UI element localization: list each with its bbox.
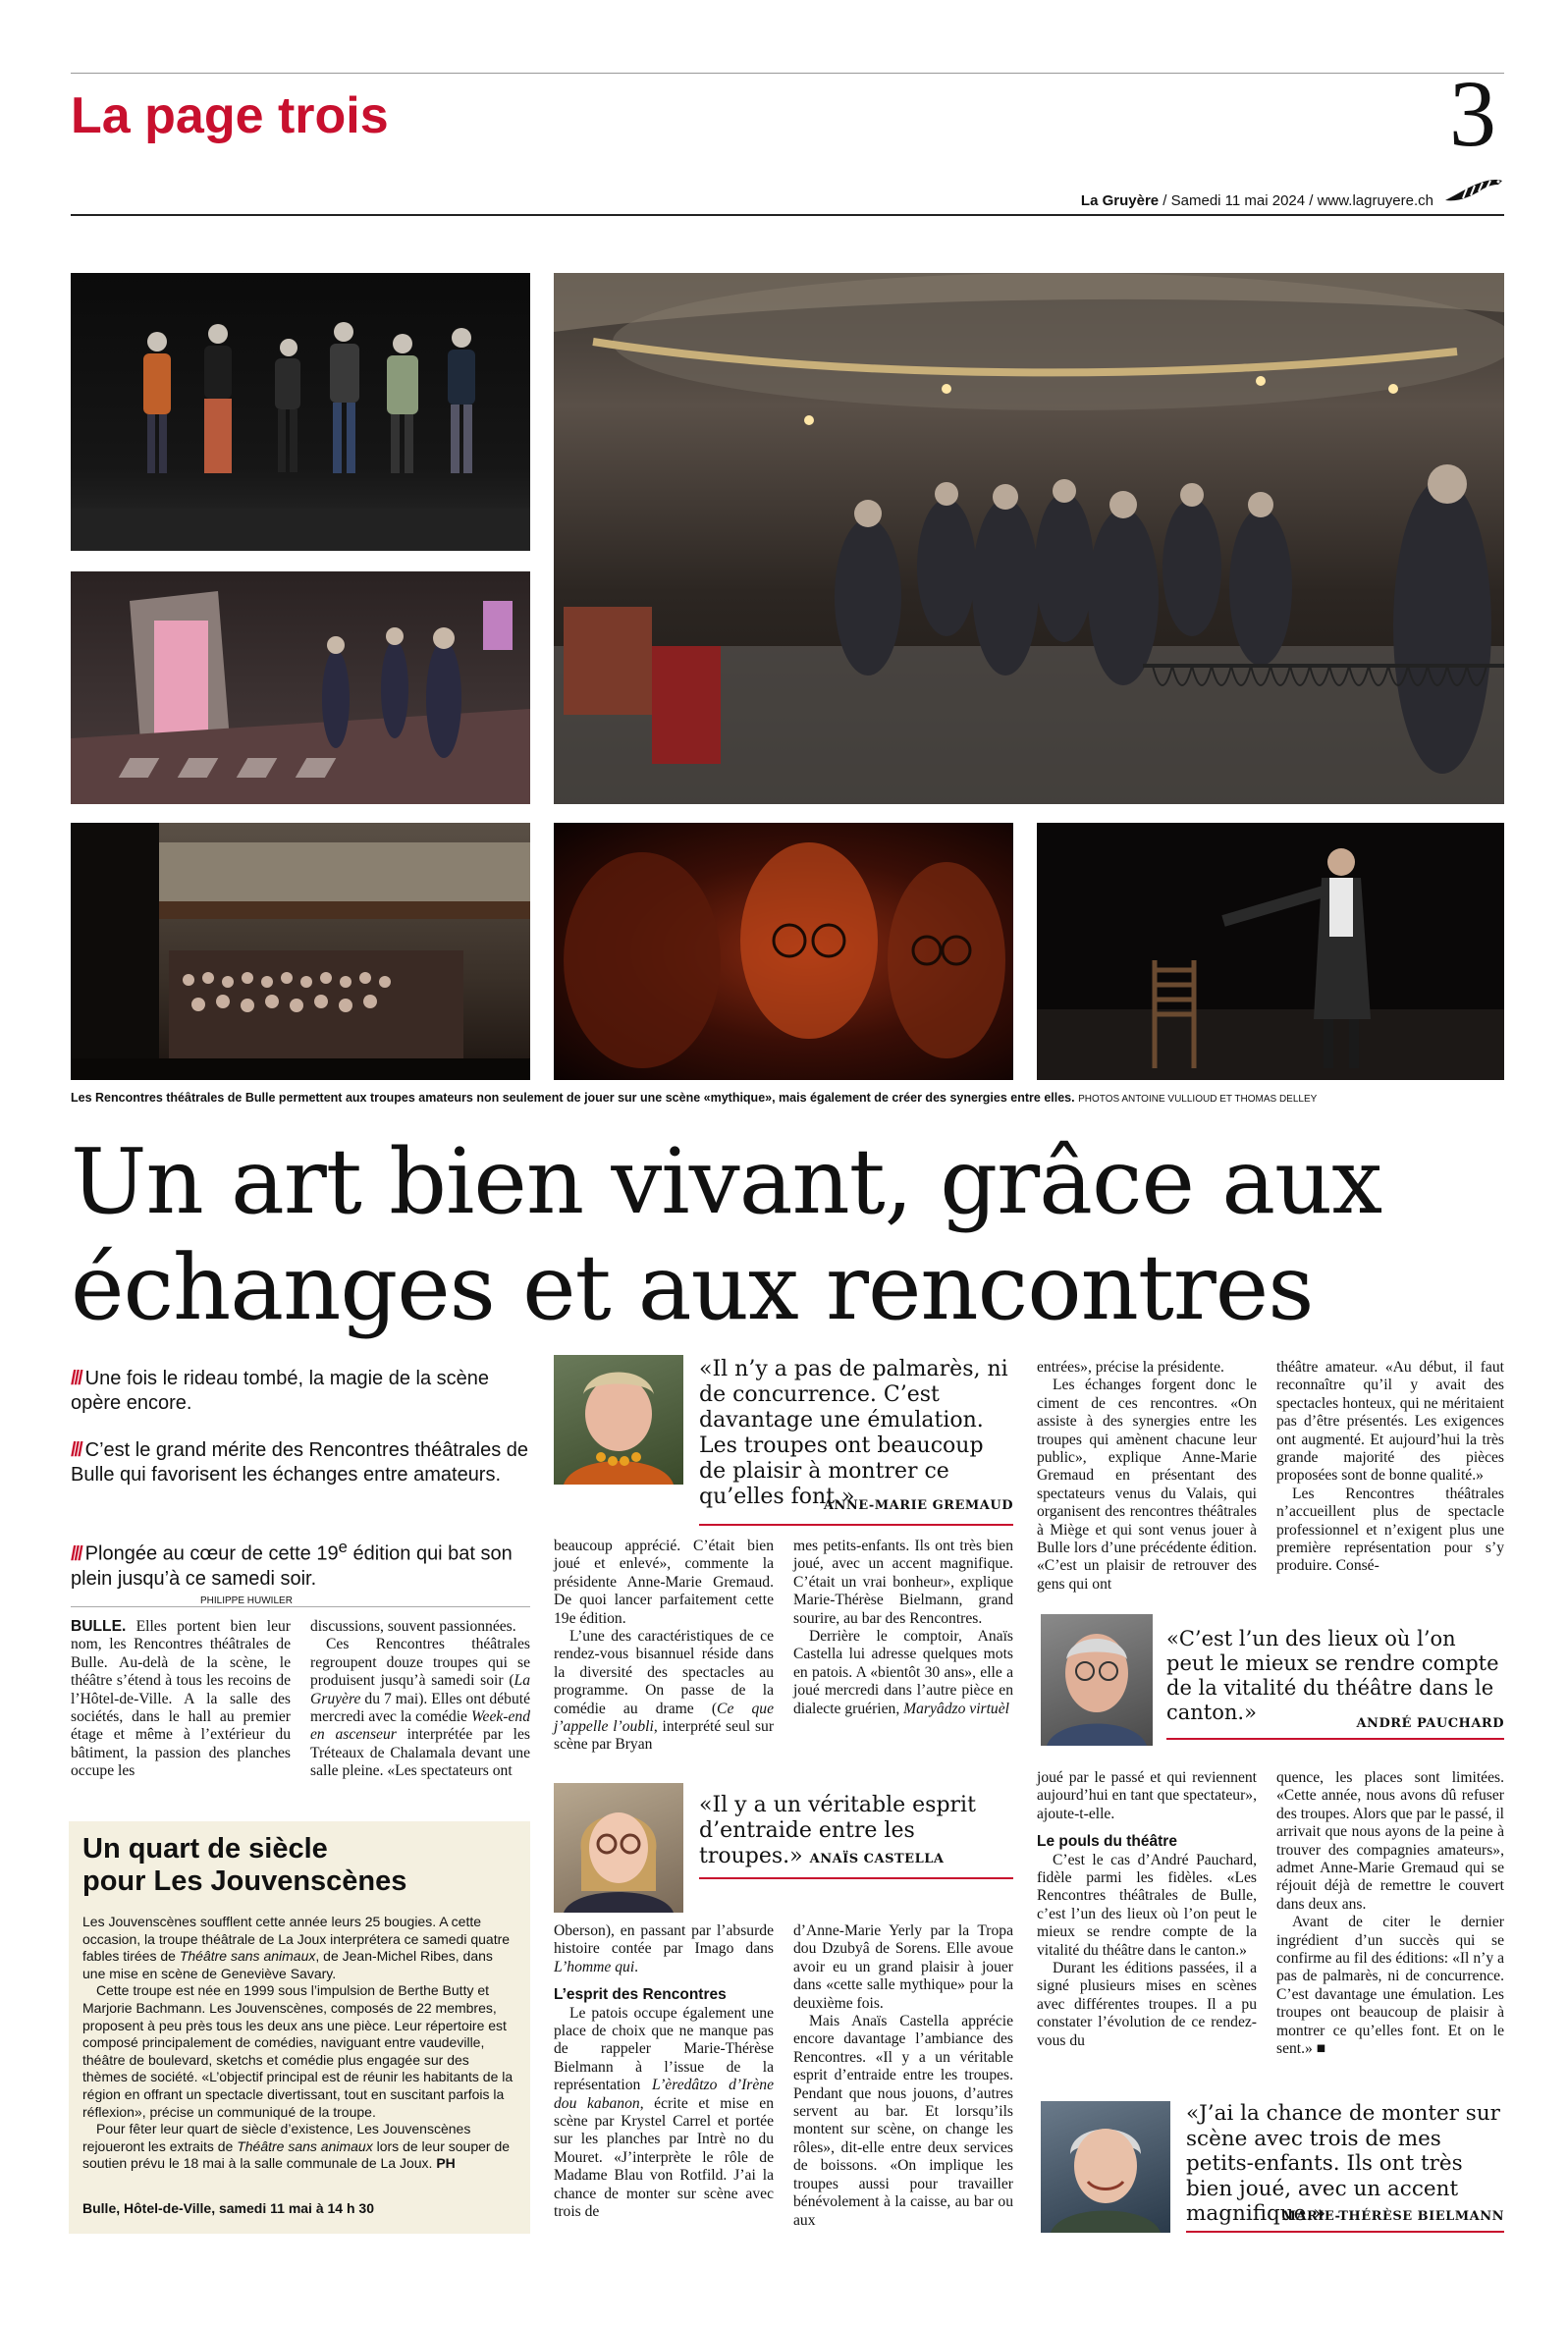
lead-text-end: édition qui bat son plein jusqu’à ce samedi soir. <box>71 1542 513 1590</box>
col-text: entrées», précise la présidente. <box>1037 1359 1224 1376</box>
article-col-6b <box>1276 1769 1504 2059</box>
col-em: Maryâdzo virtuèl <box>903 1700 1009 1717</box>
quote-1: «Il n’y a pas de palmarès, ni de concurrence. C’est davantage une émulation. Les troupes ont beaucoup de plaisir à montrer ce qu’elles font.» <box>699 1357 1008 1509</box>
box-text <box>82 1914 516 2173</box>
portrait-marie-therese-bielmann <box>1041 2101 1170 2233</box>
col-text: joué par le passé et qui reviennent aujourd’hui en tant que spectateur», ajoute-t-elle. <box>1037 1769 1257 1822</box>
byline-rule <box>71 1606 530 1607</box>
photo-audience-hall <box>71 823 530 1080</box>
col-em: L’homme qui <box>554 1958 635 1975</box>
photo-theatre-hall-crowd <box>554 273 1504 804</box>
box-text-part: lors de leur souper de soutien prévu le 18 mai à la salle communale de La Joux. <box>82 2137 511 2172</box>
article-col-3 <box>554 1538 774 1755</box>
box-signature: PH <box>436 2155 456 2172</box>
box-text-part: Cette troupe est née en 1999 sous l’impulsion de Berthe Butty et Marjorie Bachmann. Les Jouvenscènes, composés de 22 membres, proposent à peu près tous les deux ans une pièce. Leur répertoire est composé principalement de comédies, naviguant entre vaudeville, théâtre de boulevard, sketchs et comédie plus engagée sur des thèmes de société. «L’objectif principal est de réunir les habitants de la région en offrant un spectacle divertissant, tout en suscitant parfois la réflexion», précise un communiqué de la troupe. <box>82 1982 514 2120</box>
col-text: interprétée par les Tréteaux de Chalamala devant une salle pleine. «Les spectateurs ont <box>310 1726 531 1780</box>
subheading: L’esprit des Rencontres <box>554 1986 727 2004</box>
section-title: La page trois <box>71 87 389 144</box>
lead-3 <box>71 1535 530 1592</box>
box-title-line-2: pour Les Jouvenscènes <box>82 1865 407 1897</box>
sidebar-box-jouvenscenes <box>69 1821 530 2234</box>
lead-text: Plongée au cœur de cette 19 <box>84 1542 339 1565</box>
article-col-2 <box>310 1618 530 1781</box>
col-text: . <box>634 1958 639 1975</box>
photo-stage-actors <box>71 273 530 551</box>
quote-3-rule <box>1166 1738 1504 1740</box>
lead-marker: /// <box>71 1542 81 1565</box>
col-em: Week-end en ascenseur <box>310 1708 530 1744</box>
quote-4: «J’ai la chance de monter sur scène avec trois de mes petits-enfants. Ils ont très bien joué, avec un accent magnifique.» <box>1186 2101 1500 2226</box>
col-text: d’Anne-Marie Yerly par la Tropa dou Dzubyâ de Sorens. Elle avoue avoir eu un grand plaisir à jouer dans «cette salle mythique» pour la deuxième fois. <box>793 1922 1013 2012</box>
byline: PHILIPPE HUWILER <box>196 1595 297 1606</box>
photo-credit: PHOTOS ANTOINE VULLIOUD ET THOMAS DELLEY <box>1078 1094 1318 1105</box>
col-text: , interprété seul sur scène par Bryan <box>554 1718 775 1754</box>
lead-text: C’est le grand mérite des Rencontres théâtrales de Bulle qui favorisent les échanges entre amateurs. <box>71 1439 529 1486</box>
bird-logo-icon <box>1441 173 1506 208</box>
quote-2 <box>699 1793 1013 1872</box>
article-col-6 <box>1276 1359 1504 1576</box>
col-em: L’èredâtzo d’Irène dou kabanon <box>554 2077 774 2112</box>
quote-4-rule <box>1186 2231 1504 2233</box>
quote-2-author: ANAÏS CASTELLA <box>809 1852 945 1866</box>
col-text: Les Rencontres théâtrales n’accueillent plus de spectacle professionnel et n’exigent plus une première représentation pour s’y produire. Consé- <box>1276 1485 1504 1575</box>
portrait-andre-pauchard <box>1041 1614 1153 1746</box>
article-col-1 <box>71 1618 291 1781</box>
article-col-5 <box>1037 1359 1257 1594</box>
col-text: L’une des caractéristiques de ce rendez-vous bisannuel réside dans la diversité des spectacles au programme. On passe de la comédie au drame ( <box>554 1628 774 1717</box>
portrait-anne-marie-gremaud <box>554 1355 683 1485</box>
box-event-info: Bulle, Hôtel-de-Ville, samedi 11 mai à 14 h 30 <box>82 2200 374 2216</box>
lead-sup: e <box>338 1538 348 1556</box>
box-em: Théâtre sans animaux <box>179 1948 316 1965</box>
col-text: mes petits-enfants. Ils ont très bien joué, avec un accent magnifique. C’était un vrai bonheur», explique Marie-Thérèse Bielmann, grand sourire, au bar des Rencontres. <box>793 1538 1013 1627</box>
col-text: Ces Rencontres théâtrales regroupent douze troupes qui se produisent jusqu’à samedi soir ( <box>310 1636 530 1690</box>
caption-text: Les Rencontres théâtrales de Bulle permettent aux troupes amateurs non seulement de jouer sur une scène «mythique», mais également de créer des synergies entre elles. <box>71 1091 1075 1105</box>
lead-marker: /// <box>71 1368 81 1389</box>
headline-line-2: échanges et aux rencontres <box>71 1235 1314 1340</box>
subheading: Le pouls du théâtre <box>1037 1833 1177 1851</box>
photo-actor-on-stage <box>1037 823 1504 1080</box>
col-text: Le patois occupe également une place de choix que ne manque pas de rappeler Marie-Thérèse Bielmann à l’issue de la représentation <box>554 2004 774 2094</box>
masthead <box>0 192 1433 209</box>
col-text: C’est le cas d’André Pauchard, fidèle parmi les fidèles. «Les Rencontres théâtrales de Bulle, c’est l’un des lieux où l’on peut le mieux se rendre compte de la vitalité du théâtre dans le canton.» <box>1037 1851 1257 1959</box>
portrait-anais-castella <box>554 1783 683 1913</box>
lead-1 <box>71 1367 530 1416</box>
quote-3: «C’est l’un des lieux où l’on peut le mieux se rendre compte de la vitalité du théâtre dans le canton.» <box>1166 1627 1499 1724</box>
box-title-line-1: Un quart de siècle <box>82 1833 328 1865</box>
col-text: Les échanges forgent donc le ciment de ces rencontres. «On assiste à des synergies entre les troupes qui amènent chacune leur public», explique Anne-Marie Gremaud en présentant des spectateurs venus du Valais, qui organisent des rencontres théâtrales à Miège et qui sont venus jouer à Bulle lors d’une précédente édition. «C’est un plaisir de retrouver des gens qui ont <box>1037 1377 1257 1593</box>
article-col-5b <box>1037 1769 1257 2050</box>
col-text: du 7 mai). Elles ont débuté mercredi avec la comédie <box>310 1690 530 1726</box>
article-col-4 <box>793 1538 1013 1718</box>
quote-1-rule <box>699 1524 1013 1526</box>
top-rule <box>71 73 1504 74</box>
quote-4-author: MARIE-THÉRÈSE BIELMANN <box>1281 2209 1504 2224</box>
publication-name: La Gruyère <box>1080 192 1160 209</box>
box-text-part: , de Jean-Michel Ribes, dans une mise en scène de Geneviève Savary. <box>82 1948 493 1981</box>
col-text: Durant les éditions passées, il a signé plusieurs mises en scènes avec différentes troupes. Il a pu constater l’évolution de ce rendez-vous du <box>1037 1960 1257 2049</box>
lead-2 <box>71 1438 530 1487</box>
dateline-city: BULLE. <box>71 1618 127 1635</box>
lead-marker: /// <box>71 1439 81 1461</box>
col-text: Oberson), en passant par l’absurde histoire contée par Imago dans <box>554 1922 774 1958</box>
lead-text: Une fois le rideau tombé, la magie de la scène opère encore. <box>71 1368 490 1414</box>
box-em: Théâtre sans animaux <box>237 2137 373 2154</box>
col-text: discussions, souvent passionnées. <box>310 1618 516 1635</box>
col-text: Avant de citer le dernier ingrédient d’un succès qui se confirme au fil des éditions: «Il n’y a pas de palmarès, ni de concurrence. C’est davantage une émulation. Les troupes ont beaucoup de plaisir à montrer ce qu’elles font. Et on le sent.» ■ <box>1276 1914 1504 2058</box>
box-title <box>82 1833 514 1898</box>
photo-hall-entrance <box>71 571 530 804</box>
col-em: Ce que j’appelle l’oubli <box>554 1700 774 1736</box>
col-text: beaucoup apprécié. C’était bien joué et enlevé», commente la présidente Anne-Marie Gremaud. De quoi lancer parfaitement cette 19e édition. <box>554 1538 774 1627</box>
col-text: Derrière le comptoir, Anaïs Castella lui adresse quelques mots en patois. A «bientôt 30 ans», elle a joué mercredi dans l’autre pièce en dialecte gruérien, <box>793 1628 1013 1717</box>
quote-2-text: «Il y a un véritable esprit d’entraide entre les troupes.» <box>699 1793 976 1868</box>
col-em: La Gruyère <box>310 1672 530 1707</box>
headline <box>71 1129 1514 1341</box>
col-text: , écrite et mise en scène par Krystel Carrel et portée sur les planches par Intrè no du Mouret. «J’interprète le rôle de Madame Blau von Rotfild. J’ai la chance de monter sur scène avec trois de <box>554 2094 774 2221</box>
page-number: 3 <box>1449 61 1496 166</box>
headline-line-1: Un art bien vivant, grâce aux <box>71 1129 1382 1234</box>
quote-2-rule <box>699 1877 1013 1879</box>
quote-1-author: ANNE-MARIE GREMAUD <box>823 1498 1013 1513</box>
quote-3-author: ANDRÉ PAUCHARD <box>1356 1716 1504 1731</box>
col-text: théâtre amateur. «Au début, il faut reconnaître qu’il y avait des spectacles honteux, qui ne méritaient pas d’être présentés. Les exigences ont augmenté. Et aujourd’hui la très grande majorité des pièces proposées sont de bonne qualité.» <box>1276 1359 1504 1485</box>
col-text: quence, les places sont limitées. «Cette année, nous avons dû refuser des troupes. Alors que par le passé, il arrivait que nous ayons de la peine à trouver des compagnies amateurs», admet Anne-Marie Gremaud qui se réjouit déjà de remettre le couvert dans deux ans. <box>1276 1769 1504 1913</box>
header-rule <box>71 214 1504 216</box>
col-text: Mais Anaïs Castella apprécie encore davantage l’ambiance des Rencontres. «Il y a un véritable esprit d’entraide entre les troupes. Pendant que nous jouons, d’autres servent au bar. Et lorsqu’ils montent sur scène, on change les rôles», dit-elle entre deux services de boissons. «On implique les troupes aussi pour travailler bénévolement à la caisse, au bar ou aux <box>793 2013 1013 2229</box>
article-col-3b <box>554 1922 774 2222</box>
article-col-4b <box>793 1922 1013 2230</box>
box-text-part: Pour fêter leur quart de siècle d’existence, Les Jouvenscènes rejoueront les extraits de <box>82 2121 471 2154</box>
col-text: Elles portent bien leur nom, les Rencontres théâtrales de Bulle. Au-delà de la scène, le théâtre s’étend à tous les recoins de l’Hôtel-de-Ville. A la salle des sociétés, dans le hall au premier étage et même à l’extérieur du bâtiment, la passion des planches occupe les <box>71 1618 291 1780</box>
photo-spectators-faces <box>554 823 1013 1080</box>
photo-caption <box>71 1091 1504 1105</box>
box-text-part: Les Jouvenscènes soufflent cette année leurs 25 bougies. A cette occasion, la troupe théâtrale de La Joux interprétera ce samedi quatre fables tirées de <box>82 1914 511 1965</box>
date-line: / Samedi 11 mai 2024 / www.lagruyere.ch <box>1159 192 1433 209</box>
